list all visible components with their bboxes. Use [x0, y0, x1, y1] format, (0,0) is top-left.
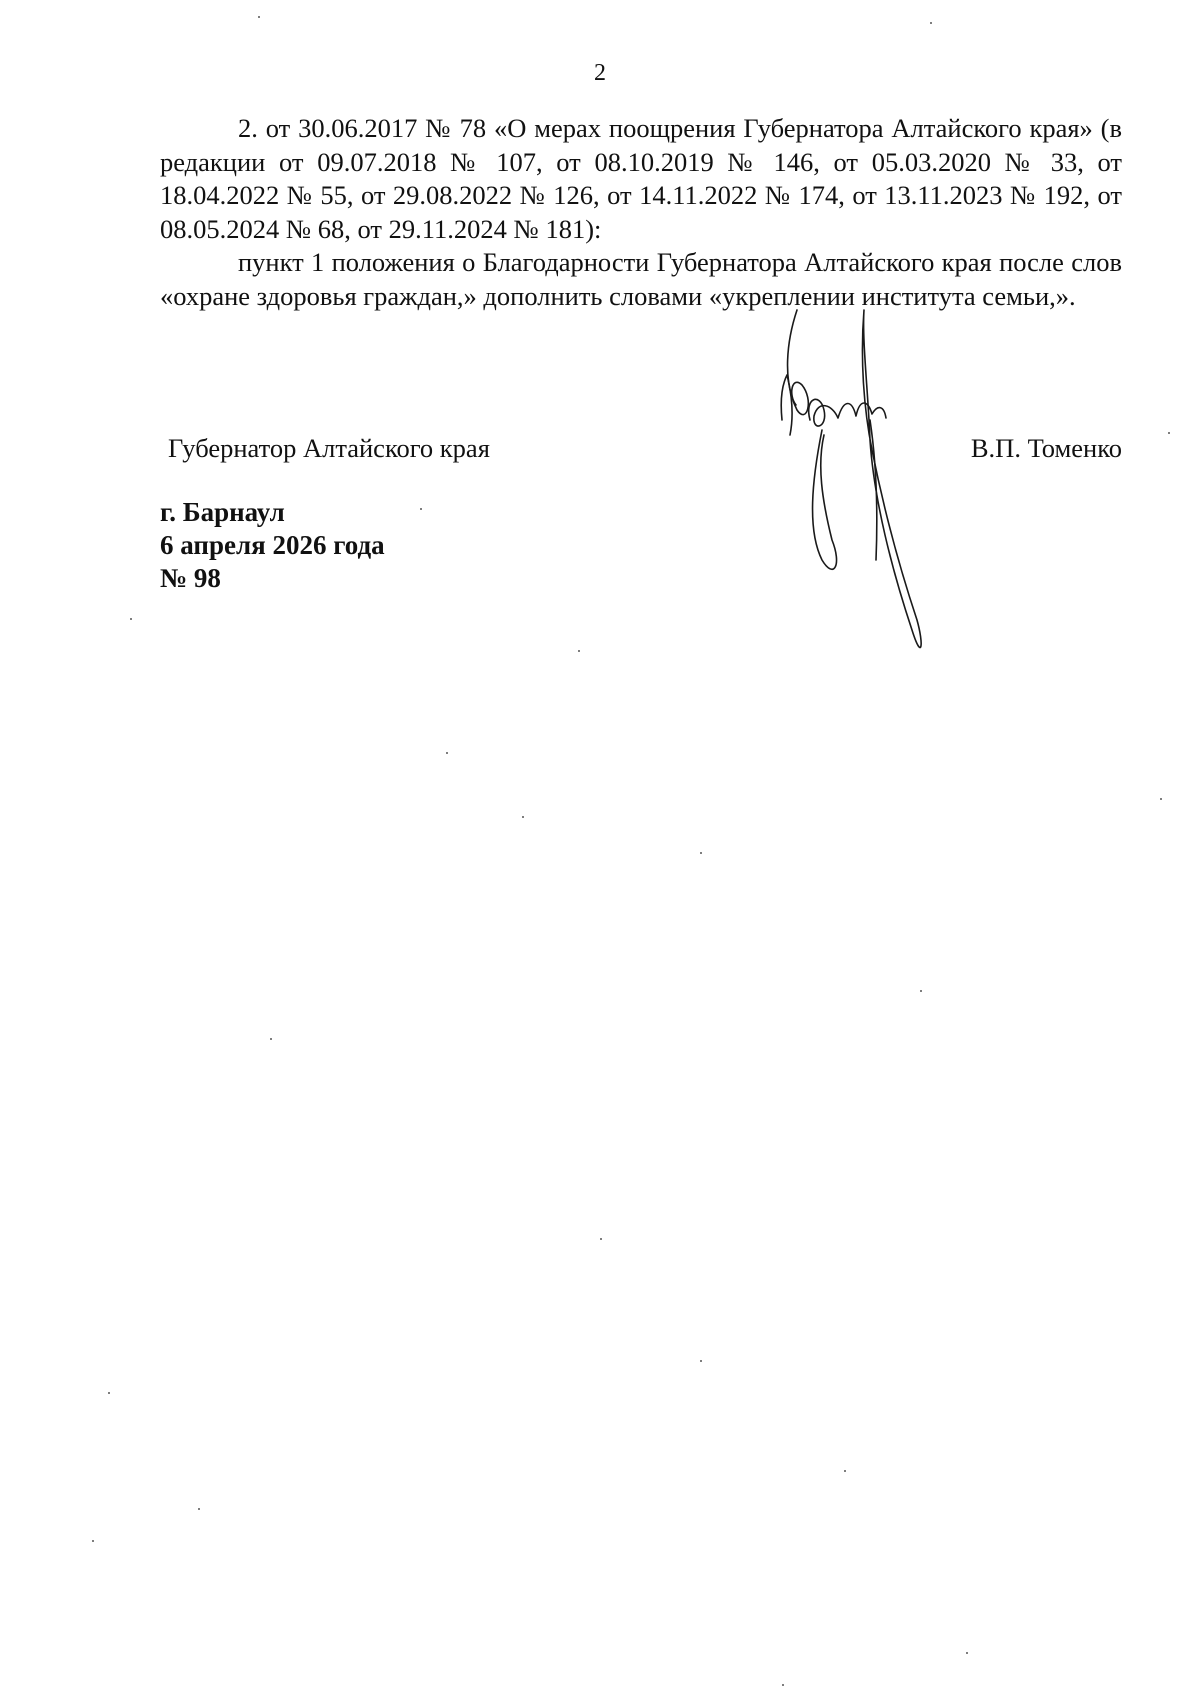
scan-speck: [108, 1392, 110, 1394]
scan-speck: [522, 816, 524, 818]
scan-speck: [130, 618, 132, 620]
signing-city: г. Барнаул: [160, 497, 285, 527]
scan-speck: [446, 752, 448, 754]
body-paragraph: пункт 1 положения о Благодарности Губернатора Алтайского края после слов «охране здоровья граждан,» дополнить словами «укреплении института семьи,».: [160, 247, 1122, 311]
document-number: № 98: [160, 563, 221, 593]
body-paragraph: 2. от 30.06.2017 № 78 «О мерах поощрения Губернатора Алтайского края» (в редакции от 09.07.2018 № 107, от 08.10.2019 № 146, от 05.03.2020 № 33, от 18.04.2022 № 55, от 29.08.2022 № 126, от 14.11.2022 № 174, от 13.11.2023 № 192, от 08.05.2024 № 68, от 29.11.2024 № 181):: [160, 113, 1122, 244]
scan-speck: [920, 990, 922, 992]
scan-speck: [258, 16, 260, 18]
scan-speck: [782, 1684, 784, 1686]
signatory-name: В.П. Томенко: [970, 433, 1122, 463]
signing-date: 6 апреля 2026 года: [160, 530, 385, 560]
scan-speck: [966, 1652, 968, 1654]
scan-speck: [600, 1238, 602, 1240]
scan-speck: [198, 1508, 200, 1510]
scan-speck: [1160, 798, 1162, 800]
handwritten-signature: [752, 300, 947, 690]
signatory-position: Губернатор Алтайского края: [168, 433, 490, 463]
scan-speck: [844, 1470, 846, 1472]
page-number: 2: [594, 60, 606, 86]
scan-speck: [700, 852, 702, 854]
scan-speck: [578, 650, 580, 652]
place-date-block: [160, 496, 385, 595]
scan-speck: [420, 508, 422, 510]
document-body: [160, 112, 1122, 313]
scan-speck: [930, 22, 932, 24]
scan-speck: [700, 1360, 702, 1362]
scan-speck: [270, 1038, 272, 1040]
scan-speck: [92, 1540, 94, 1542]
scan-speck: [1168, 432, 1170, 434]
